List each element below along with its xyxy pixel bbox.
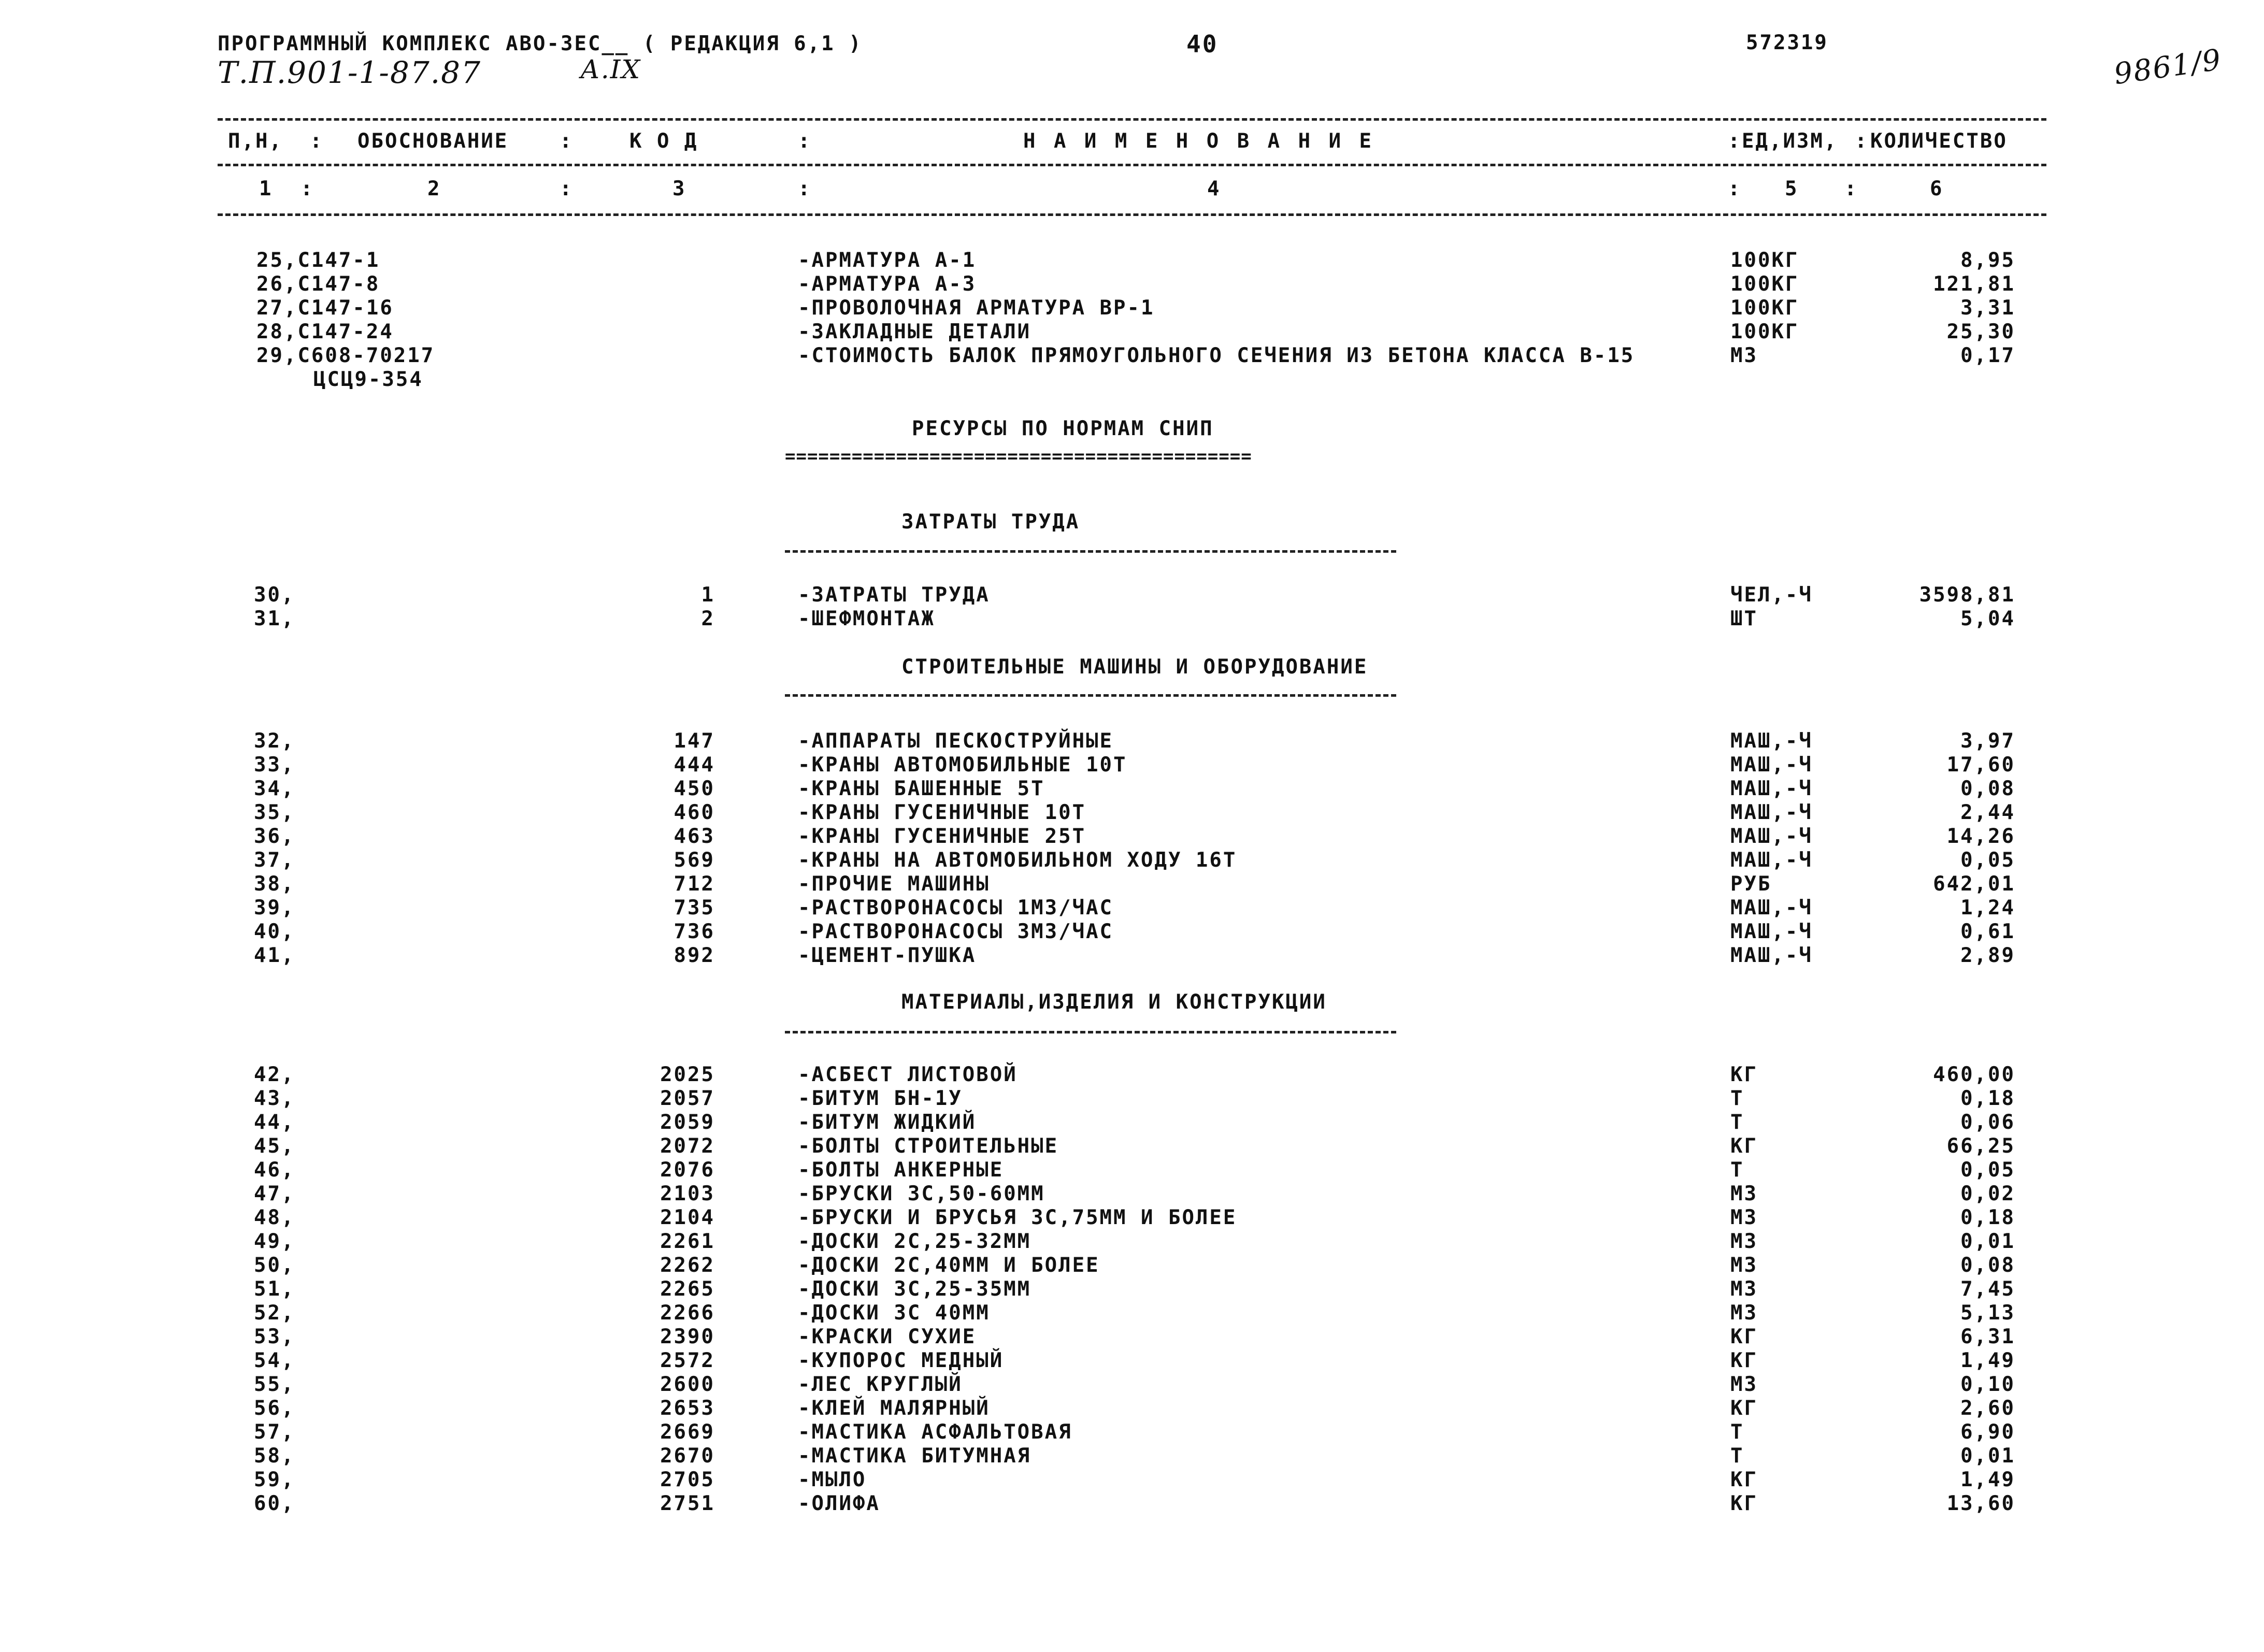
section-title-materials: МАТЕРИАЛЫ,ИЗДЕЛИЯ И КОНСТРУКЦИИ bbox=[901, 990, 1327, 1014]
row-name: -БРУСКИ 3С,50-60ММ bbox=[798, 1182, 1045, 1205]
row-number: 44, bbox=[254, 1111, 295, 1134]
row-name: -ЗАТРАТЫ ТРУДА bbox=[798, 583, 990, 607]
row-qty: 1,49 bbox=[1960, 1468, 2015, 1491]
row-unit: Т bbox=[1730, 1111, 1744, 1134]
row-unit: Т bbox=[1730, 1158, 1744, 1182]
row-unit: ЧЕЛ,-Ч bbox=[1730, 583, 1813, 607]
row-name: -КРАНЫ НА АВТОМОБИЛЬНОМ ХОДУ 16Т bbox=[798, 849, 1237, 872]
row-unit: М3 bbox=[1730, 1206, 1758, 1229]
row-number: 57, bbox=[254, 1420, 295, 1444]
row-qty: 7,45 bbox=[1960, 1277, 2015, 1301]
row-name: -РАСТВОРОНАСОСЫ 3М3/ЧАС bbox=[798, 920, 1114, 943]
row-number: 51, bbox=[254, 1277, 295, 1301]
row-qty: 1,24 bbox=[1960, 896, 2015, 920]
col-head-num: П,Н, bbox=[228, 130, 283, 153]
row-qty: 121,81 bbox=[1933, 272, 2015, 296]
row-qty: 14,26 bbox=[1946, 825, 2015, 848]
row-number: 56, bbox=[254, 1397, 295, 1420]
row-unit: КГ bbox=[1730, 1063, 1758, 1086]
row-code: 2025 bbox=[660, 1063, 715, 1086]
col-head-unit: ЕД,ИЗМ, bbox=[1742, 130, 1838, 153]
row-name: -КРАНЫ АВТОМОБИЛЬНЫЕ 10Т bbox=[798, 753, 1127, 777]
row-basis: 28,С147-24 bbox=[256, 320, 394, 343]
row-qty: 6,31 bbox=[1960, 1325, 2015, 1348]
col-number: 3 bbox=[672, 177, 686, 200]
row-number: 33, bbox=[254, 753, 295, 777]
header-top-rule bbox=[218, 118, 2046, 121]
row-code: 2653 bbox=[660, 1397, 715, 1420]
row-name: -БИТУМ БН-1У bbox=[798, 1087, 963, 1110]
row-code: 2072 bbox=[660, 1134, 715, 1158]
row-code: 444 bbox=[674, 753, 715, 777]
row-qty: 0,18 bbox=[1960, 1087, 2015, 1110]
row-code: 2265 bbox=[660, 1277, 715, 1301]
row-basis: 26,С147-8 bbox=[256, 272, 380, 296]
col-head-sep: : bbox=[798, 130, 812, 153]
row-qty: 2,44 bbox=[1960, 801, 2015, 824]
section-title-machines: СТРОИТЕЛЬНЫЕ МАШИНЫ И ОБОРУДОВАНИЕ bbox=[901, 655, 1368, 679]
header-mid-rule bbox=[218, 164, 2046, 166]
row-unit: М3 bbox=[1730, 1373, 1758, 1396]
row-code: 2669 bbox=[660, 1420, 715, 1444]
row-name: -ЛЕС КРУГЛЫЙ bbox=[798, 1373, 963, 1396]
row-unit: КГ bbox=[1730, 1134, 1758, 1158]
col-head-name: Н А И М Е Н О В А Н И Е bbox=[1023, 130, 1375, 153]
row-name: -АСБЕСТ ЛИСТОВОЙ bbox=[798, 1063, 1018, 1086]
row-number: 53, bbox=[254, 1325, 295, 1348]
row-name: -ДОСКИ 3С 40ММ bbox=[798, 1301, 990, 1325]
row-name: -РАСТВОРОНАСОСЫ 1М3/ЧАС bbox=[798, 896, 1114, 920]
row-qty: 0,05 bbox=[1960, 849, 2015, 872]
row-name: -ДОСКИ 3С,25-35ММ bbox=[798, 1277, 1031, 1301]
row-qty: 8,95 bbox=[1960, 249, 2015, 272]
row-unit: МАШ,-Ч bbox=[1730, 825, 1813, 848]
row-number: 45, bbox=[254, 1134, 295, 1158]
row-qty: 0,06 bbox=[1960, 1111, 2015, 1134]
row-unit: МАШ,-Ч bbox=[1730, 753, 1813, 777]
row-qty: 0,18 bbox=[1960, 1206, 2015, 1229]
row-number: 39, bbox=[254, 896, 295, 920]
row-unit: Т bbox=[1730, 1420, 1744, 1444]
row-name: -ОЛИФА bbox=[798, 1492, 880, 1515]
row-qty: 5,04 bbox=[1960, 607, 2015, 630]
row-name: -ДОСКИ 2С,25-32ММ bbox=[798, 1230, 1031, 1253]
row-code: 2104 bbox=[660, 1206, 715, 1229]
row-qty: 1,49 bbox=[1960, 1349, 2015, 1372]
col-number: 1 bbox=[259, 177, 273, 200]
row-code: 736 bbox=[674, 920, 715, 943]
row-qty: 642,01 bbox=[1933, 872, 2015, 896]
row-number: 42, bbox=[254, 1063, 295, 1086]
row-name: -ЦЕМЕНТ-ПУШКА bbox=[798, 944, 977, 967]
row-name: -АРМАТУРА А-1 bbox=[798, 249, 977, 272]
row-unit: М3 bbox=[1730, 1230, 1758, 1253]
row-qty: 0,17 bbox=[1960, 344, 2015, 367]
row-code: 2572 bbox=[660, 1349, 715, 1372]
row-name: -КРАНЫ ГУСЕНИЧНЫЕ 25Т bbox=[798, 825, 1086, 848]
row-number: 48, bbox=[254, 1206, 295, 1229]
row-unit: 100КГ bbox=[1730, 296, 1799, 320]
col-head-sep: : bbox=[798, 177, 812, 200]
row-code: 2059 bbox=[660, 1111, 715, 1134]
row-unit: МАШ,-Ч bbox=[1730, 944, 1813, 967]
row-qty: 2,60 bbox=[1960, 1397, 2015, 1420]
row-unit: КГ bbox=[1730, 1468, 1758, 1491]
row-name: -БИТУМ ЖИДКИЙ bbox=[798, 1111, 977, 1134]
row-unit: Т bbox=[1730, 1444, 1744, 1468]
row-qty: 3,97 bbox=[1960, 729, 2015, 753]
program-header: ПРОГРАММНЫЙ КОМПЛЕКС АВО-3ЕС__ ( РЕДАКЦИЯ 6,1 ) bbox=[218, 32, 863, 55]
row-code: 2076 bbox=[660, 1158, 715, 1182]
row-number: 54, bbox=[254, 1349, 295, 1372]
row-number: 38, bbox=[254, 872, 295, 896]
row-code: 2266 bbox=[660, 1301, 715, 1325]
row-unit: 100КГ bbox=[1730, 320, 1799, 343]
row-unit: М3 bbox=[1730, 1277, 1758, 1301]
row-number: 55, bbox=[254, 1373, 295, 1396]
col-head-sep: : bbox=[1844, 177, 1858, 200]
row-name: -ПРОВОЛОЧНАЯ АРМАТУРА ВР-1 bbox=[798, 296, 1155, 320]
row-number: 37, bbox=[254, 849, 295, 872]
row-qty: 0,01 bbox=[1960, 1230, 2015, 1253]
col-number: 2 bbox=[427, 177, 441, 200]
row-name: -КРАСКИ СУХИЕ bbox=[798, 1325, 977, 1348]
row-name: -КУПОРОС МЕДНЫЙ bbox=[798, 1349, 1004, 1372]
row-unit: М3 bbox=[1730, 1301, 1758, 1325]
row-code: 460 bbox=[674, 801, 715, 824]
row-unit: 100КГ bbox=[1730, 272, 1799, 296]
col-head-sep: : bbox=[300, 177, 314, 200]
row-name: -МАСТИКА БИТУМНАЯ bbox=[798, 1444, 1031, 1468]
row-code: 450 bbox=[674, 777, 715, 800]
row-number: 46, bbox=[254, 1158, 295, 1182]
row-unit: М3 bbox=[1730, 1254, 1758, 1277]
row-name: -БОЛТЫ АНКЕРНЫЕ bbox=[798, 1158, 1004, 1182]
row-code: 569 bbox=[674, 849, 715, 872]
row-name: -МЫЛО bbox=[798, 1468, 867, 1491]
row-qty: 66,25 bbox=[1946, 1134, 2015, 1158]
header-bottom-rule bbox=[218, 213, 2046, 216]
col-head-sep: : bbox=[1728, 130, 1742, 153]
row-unit: МАШ,-Ч bbox=[1730, 849, 1813, 872]
row-number: 47, bbox=[254, 1182, 295, 1205]
row-number: 30, bbox=[254, 583, 295, 607]
row-number: 31, bbox=[254, 607, 295, 630]
row-code: 712 bbox=[674, 872, 715, 896]
handwritten-project-code: Т.П.901-1-87.87 bbox=[218, 55, 481, 90]
row-unit: КГ bbox=[1730, 1349, 1758, 1372]
row-qty: 0,08 bbox=[1960, 1254, 2015, 1277]
row-unit: 100КГ bbox=[1730, 249, 1799, 272]
col-head-code: К О Д bbox=[629, 130, 698, 153]
row-unit: МАШ,-Ч bbox=[1730, 896, 1813, 920]
row-code: 2751 bbox=[660, 1492, 715, 1515]
row-name: -СТОИМОСТЬ БАЛОК ПРЯМОУГОЛЬНОГО СЕЧЕНИЯ ИЗ БЕТОНА КЛАССА В-15 bbox=[798, 344, 1635, 367]
row-qty: 0,10 bbox=[1960, 1373, 2015, 1396]
row-qty: 0,61 bbox=[1960, 920, 2015, 943]
row-unit: КГ bbox=[1730, 1325, 1758, 1348]
row-qty: 0,01 bbox=[1960, 1444, 2015, 1468]
row-name: -АРМАТУРА А-3 bbox=[798, 272, 977, 296]
row-number: 50, bbox=[254, 1254, 295, 1277]
col-head-sep: : bbox=[560, 130, 574, 153]
row-number: 34, bbox=[254, 777, 295, 800]
handwritten-album: А.IX bbox=[580, 54, 641, 84]
row-code: 147 bbox=[674, 729, 715, 753]
row-number: 58, bbox=[254, 1444, 295, 1468]
row-code: 2705 bbox=[660, 1468, 715, 1491]
row-number: 41, bbox=[254, 944, 295, 967]
row-code: 1 bbox=[701, 583, 715, 607]
row-number: 32, bbox=[254, 729, 295, 753]
row-code: 2390 bbox=[660, 1325, 715, 1348]
row-unit: М3 bbox=[1730, 344, 1758, 367]
row-number: 49, bbox=[254, 1230, 295, 1253]
page-number: 40 bbox=[1186, 30, 1219, 58]
row-unit: М3 bbox=[1730, 1182, 1758, 1205]
row-name: -ШЕФМОНТАЖ bbox=[798, 607, 935, 630]
row-qty: 3,31 bbox=[1960, 296, 2015, 320]
row-unit: МАШ,-Ч bbox=[1730, 729, 1813, 753]
row-unit: РУБ bbox=[1730, 872, 1772, 896]
row-code: 463 bbox=[674, 825, 715, 848]
col-head-qty: КОЛИЧЕСТВО bbox=[1870, 130, 2008, 153]
row-basis: 25,С147-1 bbox=[256, 249, 380, 272]
row-qty: 3598,81 bbox=[1919, 583, 2015, 607]
row-unit: Т bbox=[1730, 1087, 1744, 1110]
row-name: -МАСТИКА АСФАЛЬТОВАЯ bbox=[798, 1420, 1072, 1444]
col-number: 6 bbox=[1930, 177, 1944, 200]
row-code: 2262 bbox=[660, 1254, 715, 1277]
row-unit: ШТ bbox=[1730, 607, 1758, 630]
col-number: 5 bbox=[1785, 177, 1799, 200]
row-code: 735 bbox=[674, 896, 715, 920]
col-head-sep: : bbox=[310, 130, 324, 153]
row-number: 60, bbox=[254, 1492, 295, 1515]
row-qty: 6,90 bbox=[1960, 1420, 2015, 1444]
section-underline bbox=[785, 694, 1396, 697]
row-basis: 27,С147-16 bbox=[256, 296, 394, 320]
row-name: -ДОСКИ 2С,40ММ И БОЛЕЕ bbox=[798, 1254, 1100, 1277]
row-number: 52, bbox=[254, 1301, 295, 1325]
document-number: 572319 bbox=[1746, 31, 1828, 54]
row-code: 2 bbox=[701, 607, 715, 630]
row-unit: КГ bbox=[1730, 1492, 1758, 1515]
section-underline bbox=[785, 1031, 1396, 1033]
row-code: 2057 bbox=[660, 1087, 715, 1110]
section-underline bbox=[785, 550, 1396, 553]
row-qty: 0,08 bbox=[1960, 777, 2015, 800]
row-basis-continuation: ЦСЦ9-354 bbox=[313, 368, 423, 391]
row-code: 2600 bbox=[660, 1373, 715, 1396]
row-qty: 5,13 bbox=[1960, 1301, 2015, 1325]
row-code: 892 bbox=[674, 944, 715, 967]
col-head-basis: ОБОСНОВАНИЕ bbox=[357, 130, 509, 153]
row-number: 59, bbox=[254, 1468, 295, 1491]
row-qty: 25,30 bbox=[1946, 320, 2015, 343]
row-number: 40, bbox=[254, 920, 295, 943]
row-code: 2103 bbox=[660, 1182, 715, 1205]
row-name: -КРАНЫ ГУСЕНИЧНЫЕ 10Т bbox=[798, 801, 1086, 824]
row-name: -ЗАКЛАДНЫЕ ДЕТАЛИ bbox=[798, 320, 1031, 343]
section-title-resources: РЕСУРСЫ ПО НОРМАМ СНИП bbox=[912, 417, 1214, 440]
section-double-rule: ========================================== bbox=[785, 446, 1252, 467]
row-number: 36, bbox=[254, 825, 295, 848]
section-title-labor: ЗАТРАТЫ ТРУДА bbox=[901, 510, 1080, 534]
row-number: 35, bbox=[254, 801, 295, 824]
row-unit: КГ bbox=[1730, 1397, 1758, 1420]
row-code: 2670 bbox=[660, 1444, 715, 1468]
row-name: -ПРОЧИЕ МАШИНЫ bbox=[798, 872, 990, 896]
row-name: -АППАРАТЫ ПЕСКОСТРУЙНЫЕ bbox=[798, 729, 1114, 753]
row-unit: МАШ,-Ч bbox=[1730, 777, 1813, 800]
row-unit: МАШ,-Ч bbox=[1730, 920, 1813, 943]
row-qty: 2,89 bbox=[1960, 944, 2015, 967]
row-unit: МАШ,-Ч bbox=[1730, 801, 1813, 824]
row-qty: 17,60 bbox=[1946, 753, 2015, 777]
row-qty: 13,60 bbox=[1946, 1492, 2015, 1515]
handwritten-sheet-mark: 9861/9 bbox=[2112, 42, 2224, 92]
col-number: 4 bbox=[1207, 177, 1221, 200]
row-name: -БОЛТЫ СТРОИТЕЛЬНЫЕ bbox=[798, 1134, 1059, 1158]
row-basis: 29,С608-70217 bbox=[256, 344, 435, 367]
row-number: 43, bbox=[254, 1087, 295, 1110]
col-head-sep: : bbox=[1728, 177, 1742, 200]
row-qty: 460,00 bbox=[1933, 1063, 2015, 1086]
col-head-sep: : bbox=[1855, 130, 1869, 153]
row-name: -БРУСКИ И БРУСЬЯ 3С,75ММ И БОЛЕЕ bbox=[798, 1206, 1237, 1229]
row-name: -КЛЕЙ МАЛЯРНЫЙ bbox=[798, 1397, 990, 1420]
row-qty: 0,02 bbox=[1960, 1182, 2015, 1205]
col-head-sep: : bbox=[560, 177, 574, 200]
row-code: 2261 bbox=[660, 1230, 715, 1253]
row-qty: 0,05 bbox=[1960, 1158, 2015, 1182]
row-name: -КРАНЫ БАШЕННЫЕ 5Т bbox=[798, 777, 1045, 800]
